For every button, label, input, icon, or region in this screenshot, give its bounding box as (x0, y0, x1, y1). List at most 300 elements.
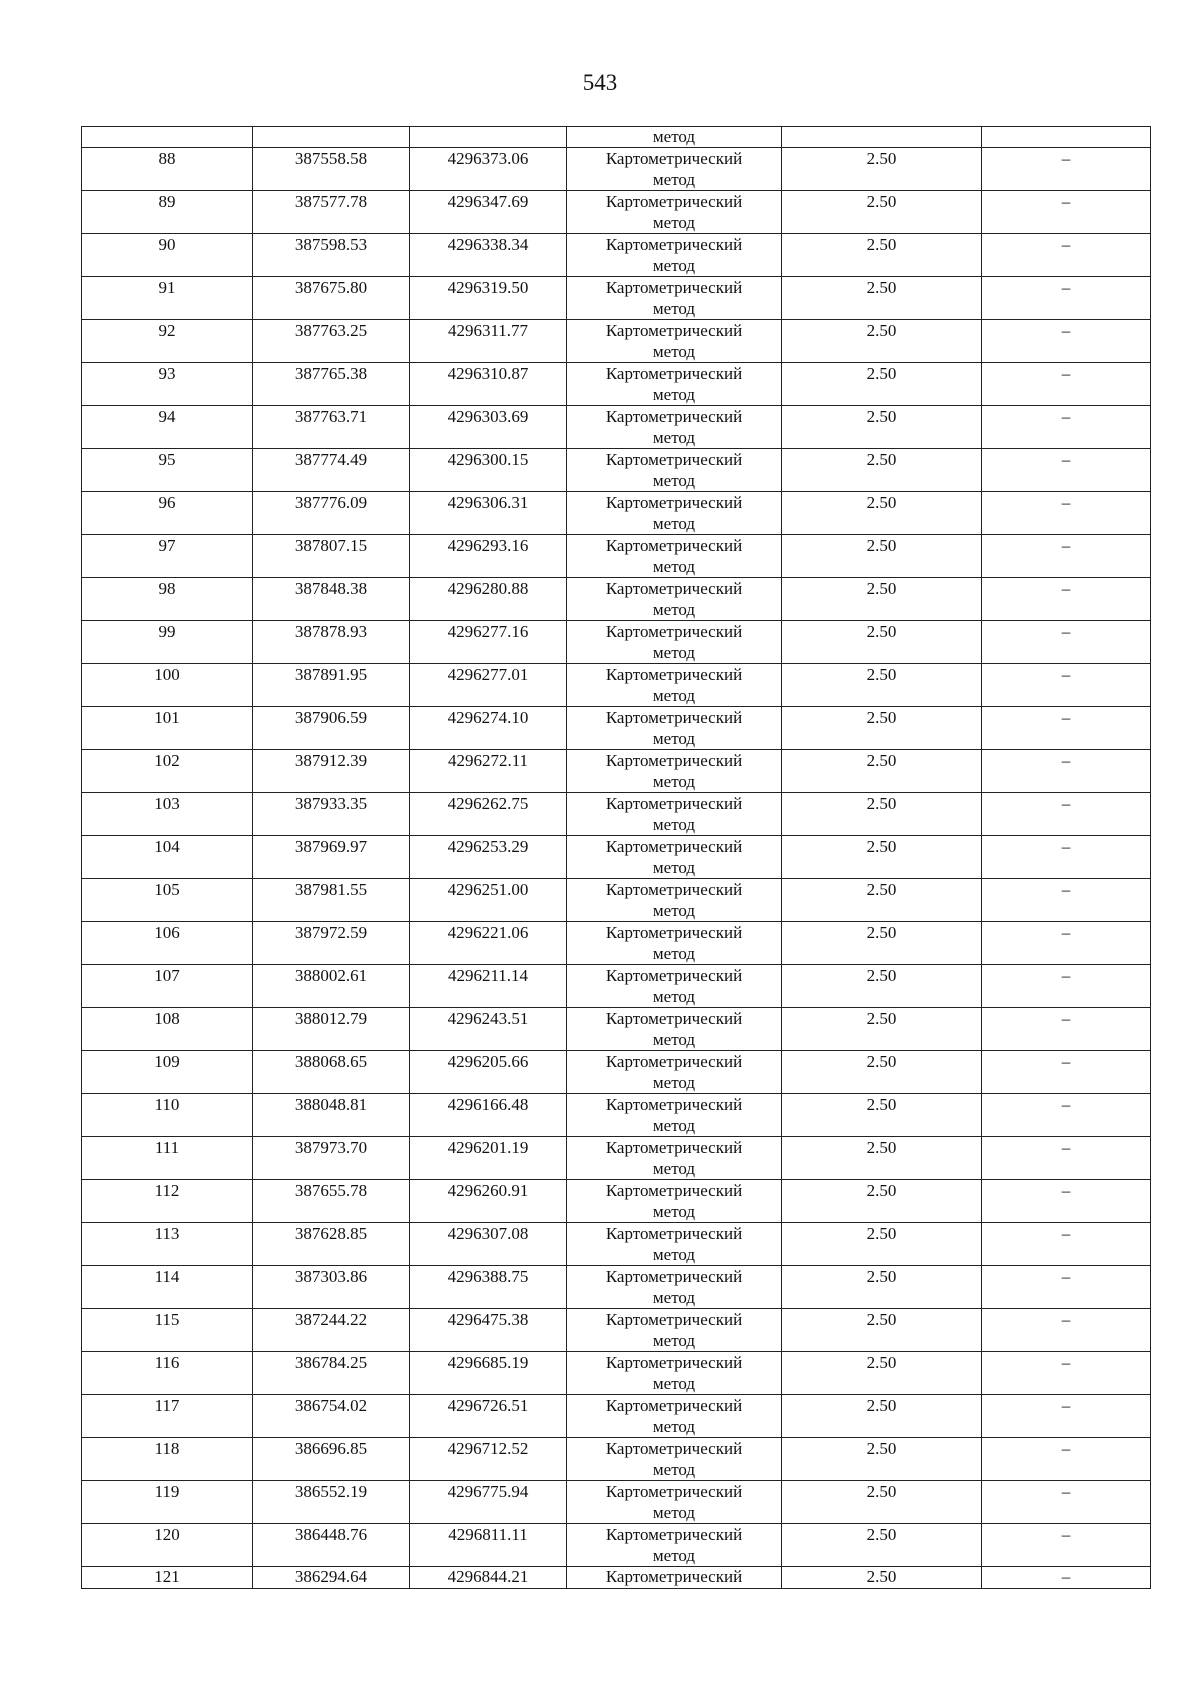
accuracy-cell: 2.50 (782, 234, 982, 277)
y-coordinate-cell: 4296319.50 (410, 277, 567, 320)
method-cell (567, 234, 782, 277)
method-line-1: Картометрический (605, 364, 743, 383)
method-cell (567, 1266, 782, 1309)
note-cell: – (982, 1395, 1151, 1438)
note-cell: – (982, 836, 1151, 879)
x-coordinate-cell: 388048.81 (253, 1094, 410, 1137)
method-line-1: Картометрический (605, 1353, 743, 1372)
table-row (82, 1352, 1151, 1395)
accuracy-cell: 2.50 (782, 492, 982, 535)
method-cell (567, 406, 782, 449)
table-row (82, 707, 1151, 750)
x-coordinate-cell: 387303.86 (253, 1266, 410, 1309)
note-cell (982, 127, 1151, 148)
method-line-1: Картометрический (605, 1267, 743, 1286)
note-cell: – (982, 1309, 1151, 1352)
y-coordinate-cell: 4296775.94 (410, 1481, 567, 1524)
note-cell: – (982, 578, 1151, 621)
method-line-1: Картометрический (605, 192, 743, 211)
method-line-2: метод (652, 901, 696, 920)
table-row (82, 1266, 1151, 1309)
point-number-cell: 114 (82, 1266, 253, 1309)
y-coordinate-cell (410, 127, 567, 148)
accuracy-cell: 2.50 (782, 750, 982, 793)
x-coordinate-cell: 387675.80 (253, 277, 410, 320)
point-number-cell: 111 (82, 1137, 253, 1180)
method-line-2: метод (652, 385, 696, 404)
table-row (82, 965, 1151, 1008)
method-line-2: метод (652, 1202, 696, 1221)
method-line-2: метод (652, 1030, 696, 1049)
y-coordinate-cell: 4296277.16 (410, 621, 567, 664)
method-line-2: метод (652, 944, 696, 963)
y-coordinate-cell: 4296373.06 (410, 148, 567, 191)
x-coordinate-cell: 387763.25 (253, 320, 410, 363)
x-coordinate-cell: 387577.78 (253, 191, 410, 234)
note-cell: – (982, 234, 1151, 277)
note-cell: – (982, 1008, 1151, 1051)
x-coordinate-cell: 386552.19 (253, 1481, 410, 1524)
note-cell: – (982, 1266, 1151, 1309)
accuracy-cell: 2.50 (782, 965, 982, 1008)
method-cell (567, 1094, 782, 1137)
method-line-2: метод (652, 342, 696, 361)
accuracy-cell: 2.50 (782, 1567, 982, 1589)
point-number-cell: 117 (82, 1395, 253, 1438)
method-line-1: Картометрический (605, 1095, 743, 1114)
method-line-2: метод (652, 1331, 696, 1350)
x-coordinate-cell: 387906.59 (253, 707, 410, 750)
accuracy-cell (782, 127, 982, 148)
y-coordinate-cell: 4296475.38 (410, 1309, 567, 1352)
method-line-1: Картометрический (605, 1138, 743, 1157)
note-cell: – (982, 449, 1151, 492)
table-row (82, 664, 1151, 707)
note-cell: – (982, 1137, 1151, 1180)
method-line-2: метод (652, 1116, 696, 1135)
note-cell: – (982, 965, 1151, 1008)
y-coordinate-cell: 4296243.51 (410, 1008, 567, 1051)
method-cell (567, 836, 782, 879)
method-cell (567, 793, 782, 836)
point-number-cell: 98 (82, 578, 253, 621)
y-coordinate-cell: 4296211.14 (410, 965, 567, 1008)
coordinates-table (81, 126, 1151, 1589)
accuracy-cell: 2.50 (782, 578, 982, 621)
y-coordinate-cell: 4296221.06 (410, 922, 567, 965)
method-line-2: метод (652, 1503, 696, 1522)
note-cell: – (982, 793, 1151, 836)
table-row (82, 922, 1151, 965)
y-coordinate-cell: 4296293.16 (410, 535, 567, 578)
method-line-2: метод (652, 1417, 696, 1436)
y-coordinate-cell: 4296712.52 (410, 1438, 567, 1481)
point-number-cell: 93 (82, 363, 253, 406)
method-line-2: метод (652, 772, 696, 791)
note-cell: – (982, 1223, 1151, 1266)
y-coordinate-cell: 4296310.87 (410, 363, 567, 406)
accuracy-cell: 2.50 (782, 1137, 982, 1180)
note-cell: – (982, 277, 1151, 320)
method-line-2: метод (652, 213, 696, 232)
method-cell (567, 1180, 782, 1223)
accuracy-cell: 2.50 (782, 1266, 982, 1309)
point-number-cell: 94 (82, 406, 253, 449)
method-line-1: Картометрический (605, 966, 743, 985)
method-line-2: метод (652, 299, 696, 318)
point-number-cell: 120 (82, 1524, 253, 1567)
table-row (82, 1137, 1151, 1180)
x-coordinate-cell: 387933.35 (253, 793, 410, 836)
table-row (82, 449, 1151, 492)
method-cell (567, 707, 782, 750)
point-number-cell: 112 (82, 1180, 253, 1223)
table-row (82, 1481, 1151, 1524)
method-line-2: метод (652, 1245, 696, 1264)
x-coordinate-cell: 386448.76 (253, 1524, 410, 1567)
point-number-cell: 105 (82, 879, 253, 922)
note-cell: – (982, 363, 1151, 406)
table-row (82, 793, 1151, 836)
method-line-2: метод (652, 428, 696, 447)
table-row (82, 1094, 1151, 1137)
point-number-cell: 91 (82, 277, 253, 320)
method-cell (567, 320, 782, 363)
point-number-cell: 118 (82, 1438, 253, 1481)
method-line-1: Картометрический (605, 751, 743, 770)
accuracy-cell: 2.50 (782, 1051, 982, 1094)
y-coordinate-cell: 4296844.21 (410, 1567, 567, 1589)
x-coordinate-cell: 388068.65 (253, 1051, 410, 1094)
x-coordinate-cell: 387878.93 (253, 621, 410, 664)
point-number-cell: 116 (82, 1352, 253, 1395)
method-line-2: метод (652, 987, 696, 1006)
note-cell: – (982, 1094, 1151, 1137)
note-cell: – (982, 922, 1151, 965)
method-line-2: метод (652, 256, 696, 275)
method-line-1: Картометрический (605, 579, 743, 598)
note-cell: – (982, 406, 1151, 449)
point-number-cell: 115 (82, 1309, 253, 1352)
method-line-2: метод (652, 643, 696, 662)
accuracy-cell: 2.50 (782, 793, 982, 836)
point-number-cell: 101 (82, 707, 253, 750)
method-cell (567, 535, 782, 578)
y-coordinate-cell: 4296307.08 (410, 1223, 567, 1266)
point-number-cell: 110 (82, 1094, 253, 1137)
point-number-cell: 92 (82, 320, 253, 363)
method-line-2: метод (652, 1288, 696, 1307)
method-line-2: метод (652, 600, 696, 619)
continuation-row (82, 127, 1151, 148)
x-coordinate-cell: 386754.02 (253, 1395, 410, 1438)
accuracy-cell: 2.50 (782, 664, 982, 707)
method-line-1: Картометрический (605, 1009, 743, 1028)
method-line-1: Картометрический (605, 1482, 743, 1501)
note-cell: – (982, 750, 1151, 793)
method-cell (567, 922, 782, 965)
method-line-2: метод (652, 1159, 696, 1178)
method-line-1: Картометрический (605, 665, 743, 684)
accuracy-cell: 2.50 (782, 621, 982, 664)
point-number-cell: 109 (82, 1051, 253, 1094)
method-cell (567, 1524, 782, 1567)
y-coordinate-cell: 4296205.66 (410, 1051, 567, 1094)
method-line-1: Картометрический (605, 450, 743, 469)
accuracy-cell: 2.50 (782, 406, 982, 449)
method-cell (567, 277, 782, 320)
x-coordinate-cell: 388012.79 (253, 1008, 410, 1051)
y-coordinate-cell: 4296306.31 (410, 492, 567, 535)
method-cell (567, 664, 782, 707)
method-cell (567, 750, 782, 793)
y-coordinate-cell: 4296277.01 (410, 664, 567, 707)
page-number: 543 (582, 70, 618, 95)
note-cell: – (982, 1567, 1151, 1589)
y-coordinate-cell: 4296274.10 (410, 707, 567, 750)
y-coordinate-cell: 4296388.75 (410, 1266, 567, 1309)
x-coordinate-cell: 387598.53 (253, 234, 410, 277)
note-cell: – (982, 1438, 1151, 1481)
accuracy-cell: 2.50 (782, 1309, 982, 1352)
method-line-2: метод (652, 170, 696, 189)
accuracy-cell: 2.50 (782, 1395, 982, 1438)
x-coordinate-cell: 387981.55 (253, 879, 410, 922)
table-row (82, 1008, 1151, 1051)
point-number-cell: 107 (82, 965, 253, 1008)
method-line-2: метод (652, 471, 696, 490)
point-number-cell: 103 (82, 793, 253, 836)
method-line-1: Картометрический (605, 622, 743, 641)
method-line-2: метод (652, 514, 696, 533)
accuracy-cell: 2.50 (782, 363, 982, 406)
method-line-1: Картометрический (605, 321, 743, 340)
method-line-1: Картометрический (605, 880, 743, 899)
note-cell: – (982, 320, 1151, 363)
x-coordinate-cell: 387891.95 (253, 664, 410, 707)
note-cell: – (982, 664, 1151, 707)
x-coordinate-cell: 387972.59 (253, 922, 410, 965)
x-coordinate-cell: 387912.39 (253, 750, 410, 793)
table-row (82, 1223, 1151, 1266)
accuracy-cell: 2.50 (782, 320, 982, 363)
y-coordinate-cell: 4296300.15 (410, 449, 567, 492)
accuracy-cell: 2.50 (782, 1094, 982, 1137)
method-cell (567, 621, 782, 664)
x-coordinate-cell: 387655.78 (253, 1180, 410, 1223)
point-number-cell: 104 (82, 836, 253, 879)
point-number-cell: 100 (82, 664, 253, 707)
method-line-2: метод (652, 729, 696, 748)
accuracy-cell: 2.50 (782, 879, 982, 922)
method-line-2: метод (652, 1460, 696, 1479)
table-row-last (82, 1567, 1151, 1589)
method-cell (567, 449, 782, 492)
x-coordinate-cell: 386294.64 (253, 1567, 410, 1589)
y-coordinate-cell: 4296272.11 (410, 750, 567, 793)
method-line-1: Картометрический (605, 794, 743, 813)
method-cell (567, 1008, 782, 1051)
x-coordinate-cell: 387765.38 (253, 363, 410, 406)
y-coordinate-cell: 4296811.11 (410, 1524, 567, 1567)
x-coordinate-cell (253, 127, 410, 148)
method-line-2: метод (652, 1374, 696, 1393)
method-cell (567, 965, 782, 1008)
accuracy-cell: 2.50 (782, 1481, 982, 1524)
method-cell (567, 879, 782, 922)
method-cell (567, 1438, 782, 1481)
note-cell: – (982, 535, 1151, 578)
note-cell: – (982, 1481, 1151, 1524)
table-row (82, 1309, 1151, 1352)
accuracy-cell: 2.50 (782, 836, 982, 879)
method-cell (567, 1137, 782, 1180)
x-coordinate-cell: 387776.09 (253, 492, 410, 535)
x-coordinate-cell: 387807.15 (253, 535, 410, 578)
note-cell: – (982, 1180, 1151, 1223)
x-coordinate-cell: 387628.85 (253, 1223, 410, 1266)
accuracy-cell: 2.50 (782, 1352, 982, 1395)
y-coordinate-cell: 4296253.29 (410, 836, 567, 879)
point-number-cell: 102 (82, 750, 253, 793)
method-cell (567, 1223, 782, 1266)
x-coordinate-cell: 387848.38 (253, 578, 410, 621)
table-row (82, 406, 1151, 449)
y-coordinate-cell: 4296262.75 (410, 793, 567, 836)
y-coordinate-cell: 4296685.19 (410, 1352, 567, 1395)
method-line-2: метод (652, 1073, 696, 1092)
x-coordinate-cell: 386784.25 (253, 1352, 410, 1395)
x-coordinate-cell: 388002.61 (253, 965, 410, 1008)
method-line-1: Картометрический (605, 1052, 743, 1071)
table-row (82, 1180, 1151, 1223)
accuracy-cell: 2.50 (782, 922, 982, 965)
method-line-1: Картометрический (605, 923, 743, 942)
x-coordinate-cell: 387969.97 (253, 836, 410, 879)
point-number-cell: 119 (82, 1481, 253, 1524)
method-cell (567, 148, 782, 191)
method-cell (567, 1481, 782, 1524)
method-line-2: метод (652, 815, 696, 834)
x-coordinate-cell: 387763.71 (253, 406, 410, 449)
y-coordinate-cell: 4296251.00 (410, 879, 567, 922)
coordinates-table-body (82, 127, 1151, 1589)
table-row (82, 277, 1151, 320)
accuracy-cell: 2.50 (782, 277, 982, 320)
accuracy-cell: 2.50 (782, 1008, 982, 1051)
accuracy-cell: 2.50 (782, 1180, 982, 1223)
table-row (82, 363, 1151, 406)
point-number-cell: 97 (82, 535, 253, 578)
method-line-2: метод (652, 1546, 696, 1565)
note-cell: – (982, 707, 1151, 750)
point-number-cell (82, 127, 253, 148)
note-cell: – (982, 879, 1151, 922)
y-coordinate-cell: 4296166.48 (410, 1094, 567, 1137)
method-line-1: Картометрический (605, 235, 743, 254)
point-number-cell: 108 (82, 1008, 253, 1051)
point-number-cell: 106 (82, 922, 253, 965)
point-number-cell: 89 (82, 191, 253, 234)
method-line-2: метод (652, 557, 696, 576)
table-row (82, 492, 1151, 535)
x-coordinate-cell: 387973.70 (253, 1137, 410, 1180)
method-line-1: Картометрический (605, 1310, 743, 1329)
table-row (82, 535, 1151, 578)
point-number-cell: 90 (82, 234, 253, 277)
y-coordinate-cell: 4296260.91 (410, 1180, 567, 1223)
method-line-1: Картометрический (605, 1181, 743, 1200)
y-coordinate-cell: 4296311.77 (410, 320, 567, 363)
method-cell: Картометрический (567, 1567, 782, 1589)
point-number-cell: 95 (82, 449, 253, 492)
accuracy-cell: 2.50 (782, 1524, 982, 1567)
method-cell (567, 1309, 782, 1352)
note-cell: – (982, 191, 1151, 234)
y-coordinate-cell: 4296338.34 (410, 234, 567, 277)
table-row (82, 320, 1151, 363)
point-number-cell: 88 (82, 148, 253, 191)
note-cell: – (982, 621, 1151, 664)
note-cell: – (982, 148, 1151, 191)
note-cell: – (982, 1051, 1151, 1094)
method-cell (567, 1051, 782, 1094)
table-row (82, 1051, 1151, 1094)
accuracy-cell: 2.50 (782, 707, 982, 750)
method-line-1: Картометрический (605, 407, 743, 426)
method-cell (567, 1352, 782, 1395)
note-cell: – (982, 492, 1151, 535)
accuracy-cell: 2.50 (782, 148, 982, 191)
point-number-cell: 96 (82, 492, 253, 535)
point-number-cell: 113 (82, 1223, 253, 1266)
x-coordinate-cell: 387558.58 (253, 148, 410, 191)
accuracy-cell: 2.50 (782, 535, 982, 578)
method-line-2: метод (652, 858, 696, 877)
table-row (82, 750, 1151, 793)
x-coordinate-cell: 387244.22 (253, 1309, 410, 1352)
note-cell: – (982, 1352, 1151, 1395)
y-coordinate-cell: 4296726.51 (410, 1395, 567, 1438)
point-number-cell: 121 (82, 1567, 253, 1589)
method-line-1: Картометрический (605, 1525, 743, 1544)
accuracy-cell: 2.50 (782, 1438, 982, 1481)
y-coordinate-cell: 4296303.69 (410, 406, 567, 449)
table-row (82, 879, 1151, 922)
table-row (82, 1438, 1151, 1481)
method-line-1: Картометрический (605, 1439, 743, 1458)
method-line-1: Картометрический (605, 1396, 743, 1415)
x-coordinate-cell: 386696.85 (253, 1438, 410, 1481)
method-line-1: Картометрический (605, 536, 743, 555)
method-line-1: Картометрический (605, 493, 743, 512)
method-line-1: Картометрический (605, 837, 743, 856)
y-coordinate-cell: 4296201.19 (410, 1137, 567, 1180)
table-row (82, 1395, 1151, 1438)
method-line-1: Картометрический (605, 149, 743, 168)
table-row (82, 191, 1151, 234)
table-row (82, 234, 1151, 277)
note-cell: – (982, 1524, 1151, 1567)
y-coordinate-cell: 4296347.69 (410, 191, 567, 234)
method-line-1: Картометрический (605, 1224, 743, 1243)
method-cell (567, 492, 782, 535)
method-line-2: метод (652, 686, 696, 705)
point-number-cell: 99 (82, 621, 253, 664)
method-line-1: Картометрический (605, 708, 743, 727)
y-coordinate-cell: 4296280.88 (410, 578, 567, 621)
table-row (82, 1524, 1151, 1567)
